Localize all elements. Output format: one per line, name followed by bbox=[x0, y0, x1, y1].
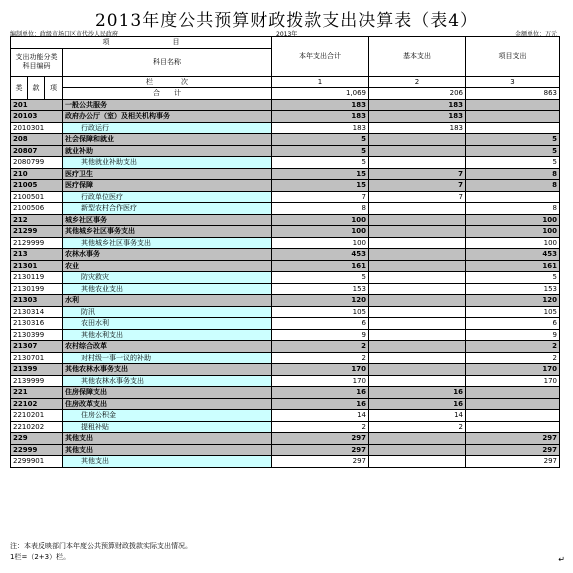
cell-total: 183 bbox=[272, 122, 369, 134]
cell-code: 21301 bbox=[11, 260, 63, 272]
cell-basic bbox=[369, 203, 466, 215]
table-row bbox=[11, 444, 560, 456]
cell-project bbox=[466, 421, 560, 433]
cell-code: 210 bbox=[11, 168, 63, 180]
table-row bbox=[11, 329, 560, 341]
cell-basic bbox=[369, 249, 466, 261]
cell-basic bbox=[369, 295, 466, 307]
cell-code: 2130701 bbox=[11, 352, 63, 364]
header-lanci: 栏 次 bbox=[63, 76, 272, 88]
cell-code: 2130316 bbox=[11, 318, 63, 330]
cell-project: 170 bbox=[466, 364, 560, 376]
cell-total: 9 bbox=[272, 329, 369, 341]
cell-name: 其他农业支出 bbox=[63, 283, 272, 295]
header-func-code: 支出功能分类科目编码 bbox=[11, 48, 63, 76]
cell-total: 5 bbox=[272, 157, 369, 169]
cell-code: 2130119 bbox=[11, 272, 63, 284]
cell-basic bbox=[369, 260, 466, 272]
cell-project: 297 bbox=[466, 456, 560, 468]
table-row bbox=[11, 260, 560, 272]
table-row bbox=[11, 237, 560, 249]
total-label: 合 计 bbox=[63, 88, 272, 100]
cell-basic bbox=[369, 214, 466, 226]
cell-name: 医疗卫生 bbox=[63, 168, 272, 180]
table-row bbox=[11, 421, 560, 433]
header-project-exp: 项目支出 bbox=[466, 37, 560, 77]
cell-code: 2129999 bbox=[11, 237, 63, 249]
cell-basic: 183 bbox=[369, 122, 466, 134]
cell-total: 297 bbox=[272, 456, 369, 468]
cell-code: 21299 bbox=[11, 226, 63, 238]
cell-name: 农村综合改革 bbox=[63, 341, 272, 353]
cell-code: 212 bbox=[11, 214, 63, 226]
cell-code: 2210202 bbox=[11, 421, 63, 433]
cell-name: 住房公积金 bbox=[63, 410, 272, 422]
cell-name: 行政单位医疗 bbox=[63, 191, 272, 203]
cell-project: 170 bbox=[466, 375, 560, 387]
cell-total: 183 bbox=[272, 99, 369, 111]
cell-total: 170 bbox=[272, 364, 369, 376]
cell-total: 15 bbox=[272, 168, 369, 180]
cell-name: 防汛 bbox=[63, 306, 272, 318]
cell-name: 新型农村合作医疗 bbox=[63, 203, 272, 215]
cell-project: 8 bbox=[466, 168, 560, 180]
cell-total: 5 bbox=[272, 145, 369, 157]
cell-name: 其他城乡社区事务支出 bbox=[63, 237, 272, 249]
cell-code: 22999 bbox=[11, 444, 63, 456]
cell-basic bbox=[369, 318, 466, 330]
cell-code: 22102 bbox=[11, 398, 63, 410]
cell-project bbox=[466, 111, 560, 123]
cell-project: 105 bbox=[466, 306, 560, 318]
table-row bbox=[11, 375, 560, 387]
table-row bbox=[11, 145, 560, 157]
cell-project: 100 bbox=[466, 214, 560, 226]
cell-name: 城乡社区事务 bbox=[63, 214, 272, 226]
cell-basic bbox=[369, 375, 466, 387]
cell-name: 其他农林水事务支出 bbox=[63, 375, 272, 387]
cell-project: 297 bbox=[466, 433, 560, 445]
cell-project: 100 bbox=[466, 226, 560, 238]
cell-code: 21303 bbox=[11, 295, 63, 307]
cell-total: 2 bbox=[272, 421, 369, 433]
table-row bbox=[11, 168, 560, 180]
cell-total: 170 bbox=[272, 375, 369, 387]
cell-code: 2210201 bbox=[11, 410, 63, 422]
cell-project: 2 bbox=[466, 352, 560, 364]
cell-project: 153 bbox=[466, 283, 560, 295]
cell-total: 161 bbox=[272, 260, 369, 272]
cell-total: 100 bbox=[272, 226, 369, 238]
header-kuan: 款 bbox=[28, 76, 45, 99]
cell-total: 16 bbox=[272, 387, 369, 399]
cell-basic bbox=[369, 306, 466, 318]
cell-code: 2080799 bbox=[11, 157, 63, 169]
cell-total: 183 bbox=[272, 111, 369, 123]
cell-total: 153 bbox=[272, 283, 369, 295]
cell-total: 8 bbox=[272, 203, 369, 215]
unit-right: 金额单位：万元 bbox=[514, 31, 557, 38]
cell-basic bbox=[369, 329, 466, 341]
cell-basic: 7 bbox=[369, 191, 466, 203]
cell-name: 其他水利支出 bbox=[63, 329, 272, 341]
cell-basic bbox=[369, 157, 466, 169]
cell-total: 105 bbox=[272, 306, 369, 318]
unit-left: 编制单位：政级市场口区市代沙人民政府 bbox=[10, 31, 119, 38]
cell-project bbox=[466, 387, 560, 399]
total-project: 863 bbox=[466, 88, 560, 100]
table-row bbox=[11, 341, 560, 353]
cell-project bbox=[466, 122, 560, 134]
total-basic: 206 bbox=[369, 88, 466, 100]
cell-code: 2100501 bbox=[11, 191, 63, 203]
table-row bbox=[11, 283, 560, 295]
cell-project: 161 bbox=[466, 260, 560, 272]
cell-basic bbox=[369, 341, 466, 353]
cell-code: 2139999 bbox=[11, 375, 63, 387]
cell-total: 453 bbox=[272, 249, 369, 261]
cell-basic bbox=[369, 283, 466, 295]
cell-name: 医疗保障 bbox=[63, 180, 272, 192]
cell-total: 2 bbox=[272, 341, 369, 353]
cell-total: 120 bbox=[272, 295, 369, 307]
cell-project: 9 bbox=[466, 329, 560, 341]
cell-code: 2130199 bbox=[11, 283, 63, 295]
cell-total: 2 bbox=[272, 352, 369, 364]
cell-project bbox=[466, 398, 560, 410]
cell-name: 农田水利 bbox=[63, 318, 272, 330]
header-xiang: 项 bbox=[45, 76, 63, 99]
cell-total: 297 bbox=[272, 433, 369, 445]
cell-total: 7 bbox=[272, 191, 369, 203]
cell-code: 229 bbox=[11, 433, 63, 445]
cell-code: 20103 bbox=[11, 111, 63, 123]
header-lei: 类 bbox=[11, 76, 28, 99]
header-total: 本年支出合计 bbox=[272, 37, 369, 77]
cell-basic bbox=[369, 444, 466, 456]
cell-total: 100 bbox=[272, 237, 369, 249]
budget-table bbox=[10, 36, 560, 468]
cell-code: 201 bbox=[11, 99, 63, 111]
table-row bbox=[11, 180, 560, 192]
cell-code: 221 bbox=[11, 387, 63, 399]
header-subject-name: 科目名称 bbox=[63, 48, 272, 76]
year-label: 2013年 bbox=[276, 31, 298, 38]
cell-name: 政府办公厅（室）及相关机构事务 bbox=[63, 111, 272, 123]
cell-project: 453 bbox=[466, 249, 560, 261]
cell-total: 5 bbox=[272, 134, 369, 146]
cell-project bbox=[466, 410, 560, 422]
cell-project: 2 bbox=[466, 341, 560, 353]
cell-name: 防灾救灾 bbox=[63, 272, 272, 284]
cell-code: 2130314 bbox=[11, 306, 63, 318]
cell-name: 其他支出 bbox=[63, 433, 272, 445]
cell-code: 208 bbox=[11, 134, 63, 146]
cell-basic: 7 bbox=[369, 168, 466, 180]
table-row bbox=[11, 191, 560, 203]
header-basic: 基本支出 bbox=[369, 37, 466, 77]
cell-basic bbox=[369, 134, 466, 146]
cell-basic bbox=[369, 237, 466, 249]
table-row bbox=[11, 433, 560, 445]
cell-basic: 183 bbox=[369, 111, 466, 123]
cell-total: 100 bbox=[272, 214, 369, 226]
note-2: 1栏=（2+3）栏。 bbox=[10, 553, 71, 561]
cell-total: 6 bbox=[272, 318, 369, 330]
table-row bbox=[11, 306, 560, 318]
cell-name: 对村级一事一议的补助 bbox=[63, 352, 272, 364]
cell-basic bbox=[369, 364, 466, 376]
total-value: 1,069 bbox=[272, 88, 369, 100]
table-row bbox=[11, 134, 560, 146]
cell-code: 2010301 bbox=[11, 122, 63, 134]
table-row bbox=[11, 352, 560, 364]
table-row bbox=[11, 226, 560, 238]
cell-total: 5 bbox=[272, 272, 369, 284]
cell-total: 14 bbox=[272, 410, 369, 422]
cell-code: 2130399 bbox=[11, 329, 63, 341]
table-row bbox=[11, 203, 560, 215]
cell-project: 5 bbox=[466, 145, 560, 157]
table-row bbox=[11, 410, 560, 422]
cell-project bbox=[466, 99, 560, 111]
cell-basic bbox=[369, 272, 466, 284]
cell-basic: 14 bbox=[369, 410, 466, 422]
cell-basic bbox=[369, 352, 466, 364]
cell-project: 8 bbox=[466, 203, 560, 215]
cell-name: 其他城乡社区事务支出 bbox=[63, 226, 272, 238]
cell-name: 其他就业补助支出 bbox=[63, 157, 272, 169]
cell-code: 21307 bbox=[11, 341, 63, 353]
cell-name: 其他支出 bbox=[63, 456, 272, 468]
cell-basic bbox=[369, 456, 466, 468]
cell-basic bbox=[369, 145, 466, 157]
table-row bbox=[11, 122, 560, 134]
return-mark: ↵ bbox=[558, 555, 565, 564]
cell-code: 21399 bbox=[11, 364, 63, 376]
col-num-2: 2 bbox=[369, 76, 466, 88]
cell-name: 农业 bbox=[63, 260, 272, 272]
cell-basic: 7 bbox=[369, 180, 466, 192]
cell-project: 8 bbox=[466, 180, 560, 192]
header-project: 项 目 bbox=[11, 37, 272, 49]
table-row bbox=[11, 398, 560, 410]
cell-name: 住房保障支出 bbox=[63, 387, 272, 399]
cell-basic: 16 bbox=[369, 398, 466, 410]
cell-code: 2299901 bbox=[11, 456, 63, 468]
col-num-1: 1 bbox=[272, 76, 369, 88]
cell-total: 15 bbox=[272, 180, 369, 192]
table-row bbox=[11, 387, 560, 399]
cell-code: 213 bbox=[11, 249, 63, 261]
cell-name: 其他农林水事务支出 bbox=[63, 364, 272, 376]
cell-code: 20807 bbox=[11, 145, 63, 157]
table-row bbox=[11, 157, 560, 169]
table-row bbox=[11, 295, 560, 307]
cell-name: 提租补贴 bbox=[63, 421, 272, 433]
cell-code: 2100506 bbox=[11, 203, 63, 215]
table-row bbox=[11, 364, 560, 376]
cell-basic: 16 bbox=[369, 387, 466, 399]
table-row bbox=[11, 99, 560, 111]
cell-name: 就业补助 bbox=[63, 145, 272, 157]
cell-name: 农林水事务 bbox=[63, 249, 272, 261]
cell-total: 297 bbox=[272, 444, 369, 456]
table-row bbox=[11, 456, 560, 468]
cell-name: 水利 bbox=[63, 295, 272, 307]
table-row bbox=[11, 272, 560, 284]
cell-basic: 2 bbox=[369, 421, 466, 433]
table-row bbox=[11, 318, 560, 330]
cell-name: 一般公共服务 bbox=[63, 99, 272, 111]
page-title: 2013年度公共预算财政拨款支出决算表（表4） bbox=[94, 11, 479, 31]
cell-name: 住房改革支出 bbox=[63, 398, 272, 410]
cell-basic bbox=[369, 433, 466, 445]
table-row bbox=[11, 214, 560, 226]
cell-project: 5 bbox=[466, 272, 560, 284]
cell-name: 其他支出 bbox=[63, 444, 272, 456]
cell-name: 社会保障和就业 bbox=[63, 134, 272, 146]
note-1: 注：本表反映部门本年度公共预算财政拨款实际支出情况。 bbox=[10, 542, 192, 550]
cell-project: 120 bbox=[466, 295, 560, 307]
table-row bbox=[11, 111, 560, 123]
cell-code: 21005 bbox=[11, 180, 63, 192]
cell-basic: 183 bbox=[369, 99, 466, 111]
cell-name: 行政运行 bbox=[63, 122, 272, 134]
cell-total: 16 bbox=[272, 398, 369, 410]
cell-project: 297 bbox=[466, 444, 560, 456]
cell-project: 5 bbox=[466, 157, 560, 169]
cell-project: 100 bbox=[466, 237, 560, 249]
cell-basic bbox=[369, 226, 466, 238]
cell-project: 5 bbox=[466, 134, 560, 146]
cell-project: 6 bbox=[466, 318, 560, 330]
table-row bbox=[11, 249, 560, 261]
col-num-3: 3 bbox=[466, 76, 560, 88]
cell-project bbox=[466, 191, 560, 203]
